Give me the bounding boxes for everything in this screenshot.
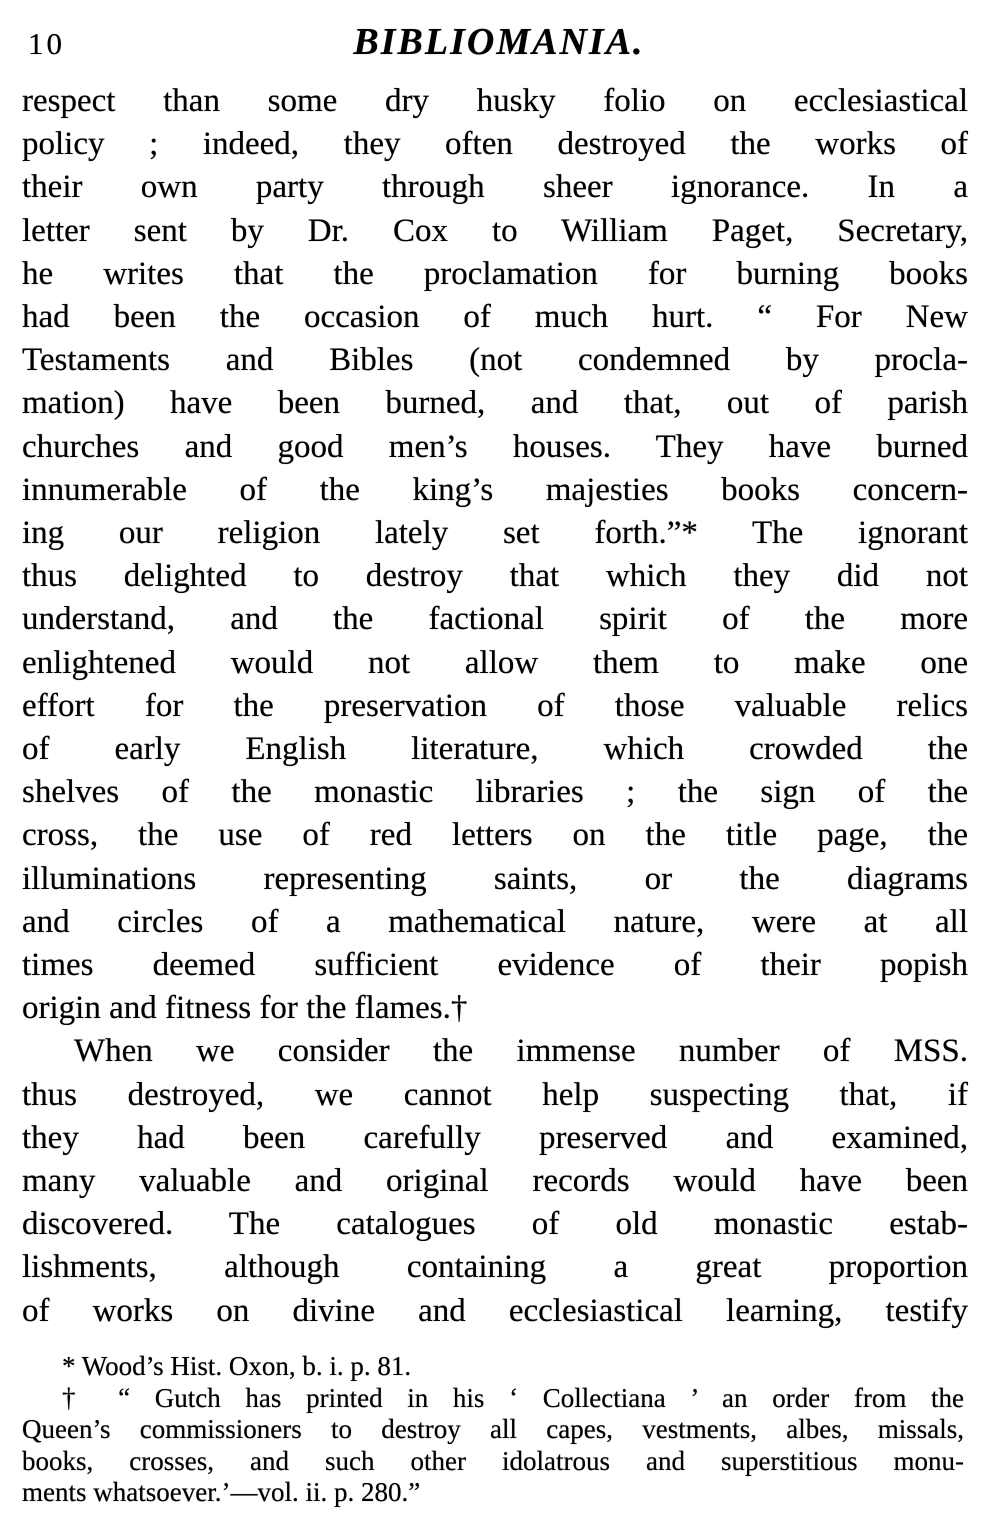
body-text-line: many valuable and original records would have been [22, 1163, 968, 1200]
footnotes-block [22, 1351, 964, 1509]
page-number: 10 [28, 26, 65, 61]
body-text-line: of works on divine and ecclesiastical learning, testify [22, 1292, 968, 1329]
body-text-line: understand, and the factional spirit of the more [22, 601, 968, 638]
body-text-line: illuminations representing saints, or the diagrams [22, 860, 968, 897]
body-text-line: they had been carefully preserved and examined, [22, 1119, 968, 1156]
footnote-asterisk: * Wood’s Hist. Oxon, b. i. p. 81. [62, 1351, 412, 1381]
footnote-dagger-line: books, crosses, and such other idolatrous and superstitious monu- [22, 1445, 964, 1476]
body-text-line: of early English literature, which crowded the [22, 731, 968, 768]
body-text-line: shelves of the monastic libraries ; the sign of the [22, 774, 968, 811]
footnote-dagger-line: ments whatsoever.’—vol. ii. p. 280.” [22, 1477, 421, 1507]
page-header-title: BIBLIOMANIA. [353, 21, 645, 63]
body-text-line: policy ; indeed, they often destroyed the works of [22, 126, 968, 163]
body-text-line: cross, the use of red letters on the title page, the [22, 817, 968, 854]
running-head [28, 20, 970, 72]
body-text-line: innumerable of the king’s majesties books concern- [22, 471, 968, 508]
body-text-line: their own party through sheer ignorance. In a [22, 169, 968, 206]
body-text-block [22, 80, 968, 1333]
body-text-line: letter sent by Dr. Cox to William Paget, Secretary, [22, 212, 968, 249]
body-text-line: enlightened would not allow them to make one [22, 644, 968, 681]
body-text-line: had been the occasion of much hurt. “ For New [22, 299, 968, 336]
body-text-line: thus delighted to destroy that which they did not [22, 558, 968, 595]
footnote-dagger-line: Queen’s commissioners to destroy all capes, vestments, albes, missals, [22, 1414, 964, 1444]
body-text-line: mation) have been burned, and that, out of parish [22, 385, 968, 422]
body-text-line: and circles of a mathematical nature, were at all [22, 903, 968, 940]
body-text-line: times deemed sufficient evidence of their popish [22, 947, 968, 984]
body-text-line: ing our religion lately set forth.”* The ignorant [22, 515, 968, 552]
body-text-line: churches and good men’s houses. They have burned [22, 428, 968, 465]
body-text-line: discovered. The catalogues of old monastic estab- [22, 1206, 968, 1243]
body-text-line: thus destroyed, we cannot help suspecting that, if [22, 1076, 968, 1113]
footnote-dagger-line: † “ Gutch has printed in his ‘ Collectiana ’ an order from the [62, 1382, 964, 1413]
body-text-line: Testaments and Bibles (not condemned by procla- [22, 342, 968, 379]
body-text-line paragraph-start: When we consider the immense number of MSS. [74, 1033, 968, 1070]
body-text-line: effort for the preservation of those valuable relics [22, 687, 968, 724]
body-text-line: he writes that the proclamation for burning books [22, 255, 968, 292]
body-text-line paragraph-end: origin and fitness for the flames.† [22, 990, 468, 1027]
body-text-line: lishments, although containing a great proportion [22, 1249, 968, 1286]
body-text-line: respect than some dry husky folio on ecclesiastical [22, 83, 968, 119]
